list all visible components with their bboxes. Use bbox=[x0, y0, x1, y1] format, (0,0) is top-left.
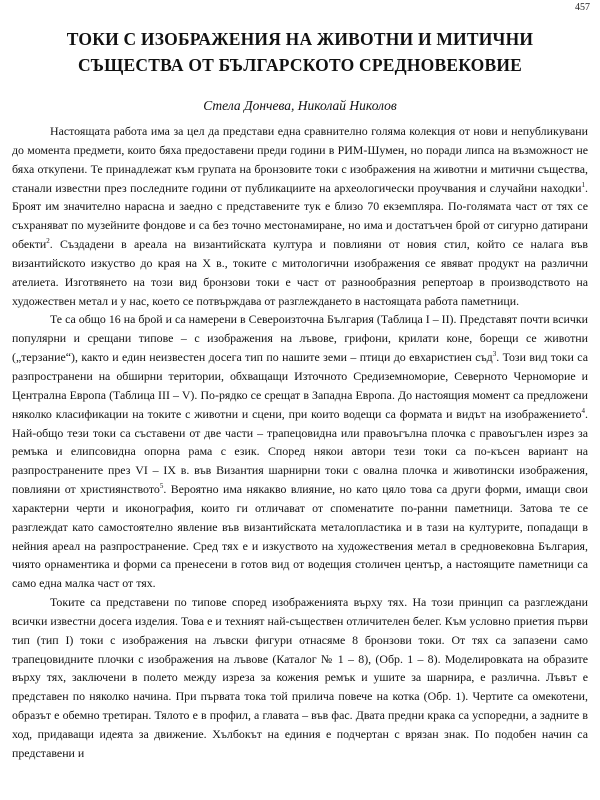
body-text bbox=[12, 122, 588, 763]
article-title bbox=[0, 26, 600, 78]
authors: Стела Дончева, Николай Николов bbox=[203, 98, 397, 113]
footnote-ref-3: 3 bbox=[492, 350, 497, 359]
title-line-1: ТОКИ С ИЗОБРАЖЕНИЯ НА ЖИВОТНИ И МИТИЧНИ bbox=[66, 29, 534, 49]
page-number: 457 bbox=[575, 2, 590, 13]
paragraph-1: Настоящата работа има за цел да представи една сравнително голяма колекция от нови и непубликувани до момента предмети, които бяха предоставени преди години в РИМ-Шумен, но поради липса на възможност не бяха откупени. Те принадлежат към групата на бронзовите токи с изображения на животни и митични същества, станали известни през последните години от публикациите на археологически проучвания и случайни находки$^1$. Броят им значително нарасна и заедно с представените тук е близо 70 екземпляра. По-голямата част от тях се съхраняват по музейните фондове и са без точно местонамиране, но има и достатъчен брой от сигурно датирани обекти$^2$. Създадени в ареала на византийската култура и повлияни от новия стил, който се налага във византийското изкуство до края на X в., токите с митологични изображения се явяват продукт на различни ателиета. Изготвянето на този вид бронзови токи е част от разнообразния репертоар в производството на художествен метал и у нас, което се потвърждава от разглеждането в настоящата работа паметници. bbox=[12, 124, 588, 308]
footnote-ref-4: 4 bbox=[581, 406, 586, 415]
paragraph-2: Те са общо 16 на брой и са намерени в Североизточна България (Таблица I – II). Представят почти всички популярни и срещани типове – с изображения на лъвове, грифони, крилати коне, борещи се животни („терзание“), както и един неизвестен досега тип по нашите земи – птици до евхаристиен съд$^3$. Този вид токи са разпространени на обширни територии, обхващащи Източното Средиземноморие, Северното Черноморие и Централна Европа (Таблица III – V). По-рядко се срещат в Западна Европа. До настоящия момент са предложени няколко класификации на токите с животни и сцени, при които водещи са формата и видът на изображението$^4$. Най-общо тези токи са съставени от две части – трапецовидна или правоъгълна плочка с правоъгълен изрез за ремъка и елипсовидна опорна рама с език. Според някои автори тези токи са по-късен вариант на разпространените през VI – IX в. във Византия шарнирни токи с овална плочка и животински изображения, повлияни от християнството$^5$. Вероятно има някакво влияние, но като цяло това са други форми, имащи свои характерни черти и иконография, които ги отличават от споменатите по-ранни паметници. Затова те се разглеждат като самостоятелно явление във византийската металопластика и в тази на културите, попадащи в нейния ареал на разпространение. Сред тях е и изкуството на художествения метал в средновековна България, чиято орнаментика и форми са пренесени в готов вид от водещия столичен център, а настоящите паметници са само една малка част от тях. bbox=[12, 312, 588, 591]
footnote-ref-2: 2 bbox=[46, 237, 50, 246]
title-line-2: СЪЩЕСТВА ОТ БЪЛГАРСКОТО СРЕДНОВЕКОВИЕ bbox=[77, 55, 523, 75]
footnote-ref-1: 1 bbox=[581, 180, 586, 189]
footnote-ref-5: 5 bbox=[159, 482, 164, 491]
paragraph-3: Токите са представени по типове според изображенията върху тях. На този принцип са разглеждани всички известни досега изделия. Това е и техният най-съществен отличителен белег. Към условно приетия първи тип (тип I) токи с изображения на лъвски фигури отнасяме 8 бронзови токи. От тях са запазени само трапецовидните плочки с изображения на лъвове (Каталог № 1 – 8), (Обр. 1 – 8). Моделировката на образите върху тях, заключени в полето между изреза за кожения ремък и ушите за шарнира, е различна. Лъвът е представен по няколко начина. При първата тока той прилича повече на котка (Обр. 1). Чертите са омекотени, образът е обемно третиран. Тялото е в профил, а главата – във фас. Двата предни крака са успоредни, а задните в ход, придаващи идеята за движение. Хълбокът на единия е подчертан с врязан знак. По подобен начин са представени и bbox=[12, 595, 588, 760]
